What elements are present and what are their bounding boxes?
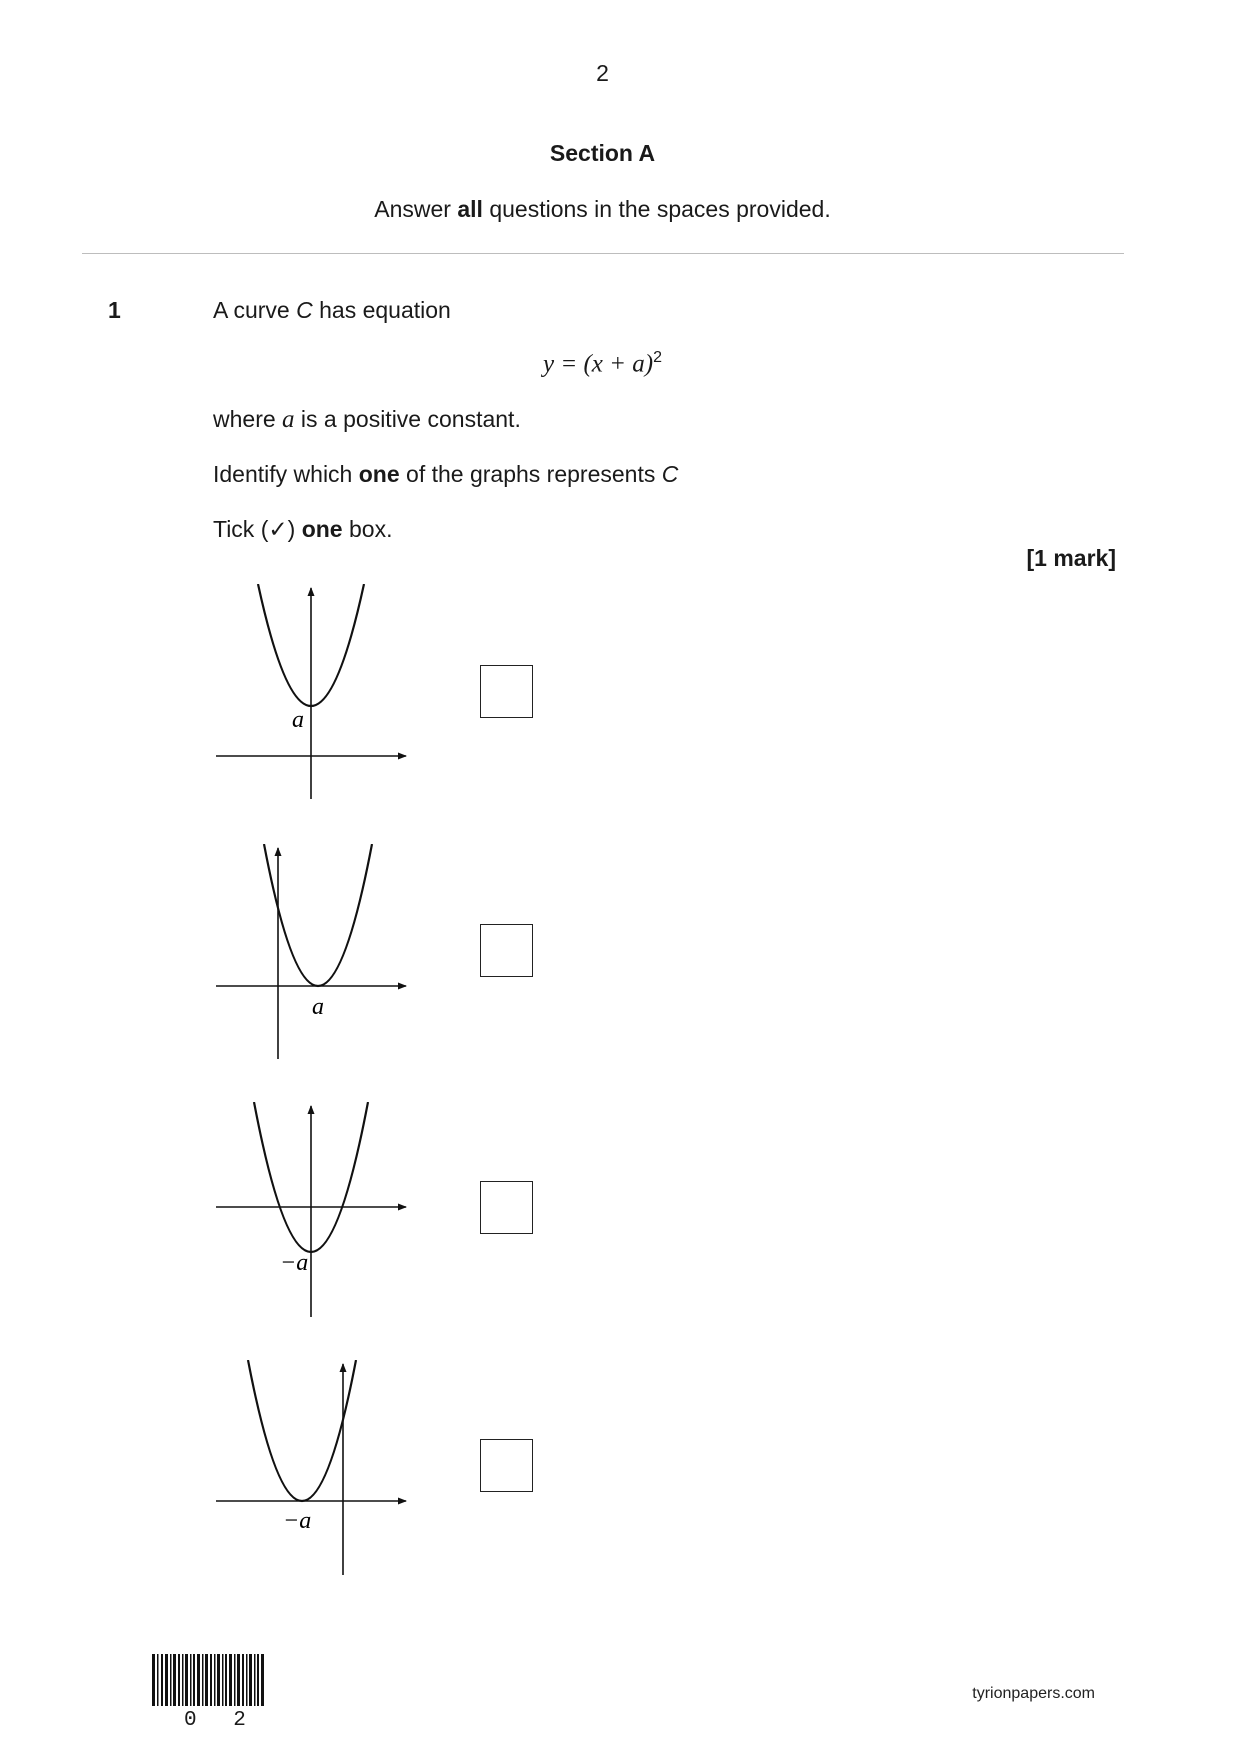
marks-label: [1 mark] bbox=[1026, 545, 1116, 571]
page-number: 2 bbox=[596, 60, 609, 86]
intro-prefix: A curve bbox=[213, 297, 297, 323]
where-var: a bbox=[282, 406, 295, 433]
identify-line bbox=[213, 461, 678, 488]
where-line bbox=[213, 406, 521, 434]
tick-prefix: Tick ( bbox=[213, 516, 269, 542]
graph-option-3 bbox=[210, 1102, 420, 1322]
tick-box-option-3[interactable] bbox=[480, 1181, 533, 1234]
instructions bbox=[0, 196, 1205, 223]
intro-var: C bbox=[296, 297, 313, 323]
intro-suffix: has equation bbox=[312, 297, 451, 323]
graph-option-2 bbox=[210, 844, 420, 1064]
instructions-suffix: questions in the spaces provided. bbox=[482, 196, 831, 222]
tick-mark-icon: ✓ bbox=[268, 516, 288, 542]
graph-label: −a bbox=[280, 1250, 309, 1276]
identify-prefix: Identify which bbox=[213, 461, 359, 487]
graph-option-1 bbox=[210, 584, 420, 804]
question-intro bbox=[213, 297, 451, 324]
footer-site: tyrionpapers.com bbox=[972, 1685, 1095, 1702]
instructions-prefix: Answer bbox=[374, 196, 458, 222]
identify-suffix: of the graphs represents bbox=[399, 461, 662, 487]
tick-box-option-4[interactable] bbox=[480, 1439, 533, 1492]
barcode-digits: 0 2 bbox=[184, 1709, 258, 1732]
where-prefix: where bbox=[213, 406, 283, 432]
section-divider bbox=[82, 253, 1124, 254]
identify-var: C bbox=[661, 461, 679, 487]
identify-bold: one bbox=[358, 461, 400, 487]
tick-box-option-2[interactable] bbox=[480, 924, 533, 977]
question-number: 1 bbox=[108, 297, 121, 323]
graph-option-4 bbox=[210, 1360, 420, 1580]
section-title: Section A bbox=[549, 140, 656, 166]
graph-label: −a bbox=[283, 1508, 312, 1534]
parabola-curve bbox=[264, 844, 372, 986]
tick-box-option-1[interactable] bbox=[480, 665, 533, 718]
parabola-curve bbox=[248, 1360, 356, 1501]
instructions-bold: all bbox=[457, 196, 483, 222]
where-suffix: is a positive constant. bbox=[294, 406, 521, 432]
curve-equation bbox=[0, 349, 1205, 378]
equation-power: 2 bbox=[653, 349, 662, 366]
tick-instruction bbox=[213, 516, 392, 543]
tick-suffix: box. bbox=[342, 516, 393, 542]
tick-mid: ) bbox=[287, 516, 302, 542]
tick-bold: one bbox=[301, 516, 343, 542]
graph-label: a bbox=[292, 707, 304, 733]
graph-label: a bbox=[312, 994, 324, 1020]
equation-main: y = (x + a) bbox=[543, 350, 654, 378]
barcode-icon bbox=[152, 1654, 264, 1706]
